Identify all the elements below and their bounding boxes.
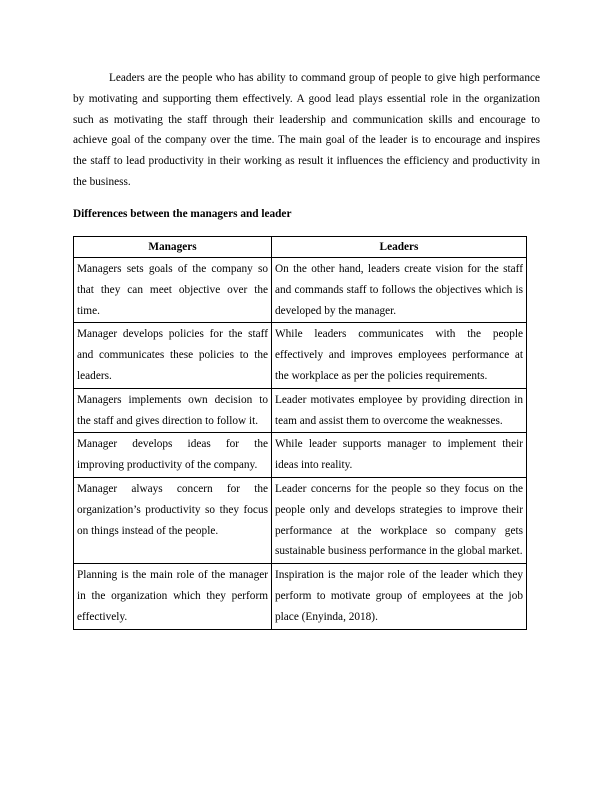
cell-managers: Managers implements own decision to the staff and gives direction to follow it. bbox=[74, 388, 272, 433]
header-leaders: Leaders bbox=[272, 237, 527, 258]
table-row bbox=[74, 323, 527, 388]
cell-leaders: While leaders communicates with the people effectively and improves employees performance at the workplace as per the policies requirements. bbox=[272, 323, 527, 388]
table-row bbox=[74, 564, 527, 629]
cell-leaders: Inspiration is the major role of the leader which they perform to motivate group of employees at the job place (Enyinda, 2018). bbox=[272, 564, 527, 629]
cell-managers: Planning is the main role of the manager in the organization which they perform effectively. bbox=[74, 564, 272, 629]
cell-leaders: Leader motivates employee by providing direction in team and assist them to overcome the weaknesses. bbox=[272, 388, 527, 433]
section-heading: Differences between the managers and leader bbox=[73, 208, 292, 220]
cell-managers: Manager develops policies for the staff and communicates these policies to the leaders. bbox=[74, 323, 272, 388]
differences-table bbox=[73, 236, 527, 630]
header-managers: Managers bbox=[74, 237, 272, 258]
cell-managers: Manager always concern for the organization’s productivity so they focus on things instead of the people. bbox=[74, 477, 272, 563]
cell-managers: Managers sets goals of the company so that they can meet objective over the time. bbox=[74, 258, 272, 323]
table-row bbox=[74, 388, 527, 433]
intro-paragraph: Leaders are the people who has ability to command group of people to give high performance by motivating and supporting them effectively. A good lead plays essential role in the organization such as motivating the staff through their leadership and communication skills and encourage to achieve goal of the company over the time. The main goal of the leader is to encourage and inspires the staff to lead productivity in their working as result it influences the efficiency and productivity in the business. bbox=[73, 72, 540, 188]
cell-leaders: While leader supports manager to implement their ideas into reality. bbox=[272, 433, 527, 478]
cell-managers: Manager develops ideas for the improving productivity of the company. bbox=[74, 433, 272, 478]
cell-leaders: On the other hand, leaders create vision for the staff and commands staff to follows the objectives which is developed by the manager. bbox=[272, 258, 527, 323]
table-row bbox=[74, 477, 527, 563]
table-header-row bbox=[74, 237, 527, 258]
table-row bbox=[74, 433, 527, 478]
table-row bbox=[74, 258, 527, 323]
cell-leaders: Leader concerns for the people so they focus on the people only and develops strategies to improve their performance at the workplace so company gets sustainable business performance in the global market. bbox=[272, 477, 527, 563]
